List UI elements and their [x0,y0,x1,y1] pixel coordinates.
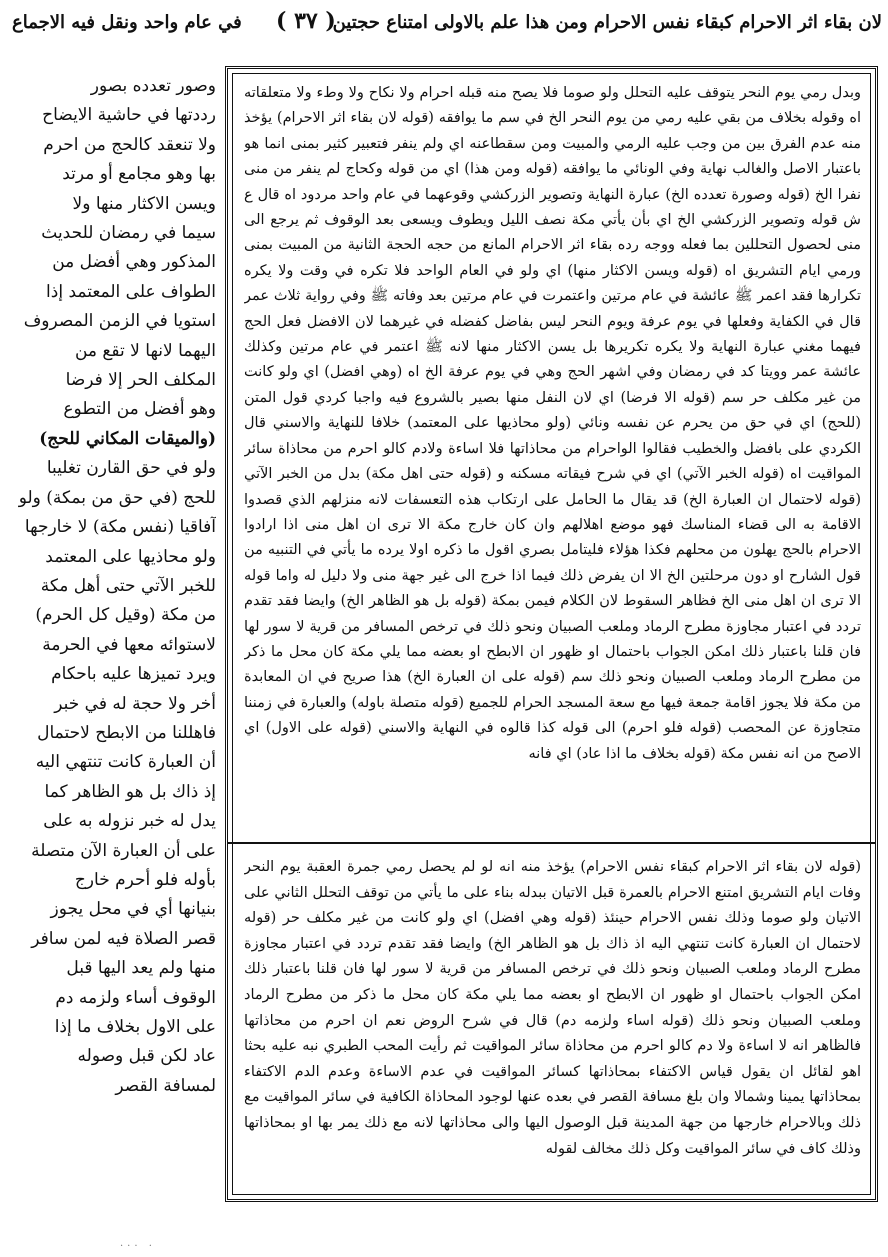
margin-line: آفاقيا (نفس مكة) لا خارجها [24,517,216,538]
margin-line: على الاول بخلاف ما إذا [54,1017,216,1037]
running-header-right: لان بقاء اثر الاحرام كبقاء نفس الاحرام ومن هذا علم بالاولى امتناع حجتين [332,12,882,33]
margin-line: الطواف على المعتمد إذا [46,281,216,302]
running-header-left: في عام واحد ونقل فيه الاجماع [12,12,242,33]
margin-line: بأوله فلو أحرم خارج [74,869,216,890]
margin-line: المذكور وهي أفضل من [52,252,216,273]
footnote-paragraph: (قوله لان بقاء اثر الاحرام كبقاء نفس الاحرام) يؤخذ منه انه لو لم يحصل رمي جمرة العقبة يوم النحر وفات ايام التشريق امتنع الاحرام بالعمرة قبل الاتيان ببدله بناء على ما يأتي من توقف التحلل الثاني على الاتيان ولو صوما وذلك نفس الاحرام حينئذ (قوله وهي افضل) اي ولو كانت من غير مكلف حر (قوله لاحتمال ان العبارة كانت تنتهي اليه اذ ذاك بل هو الظاهر الخ) وايضا فقد تقدم تردد في اعتبار مجاوزة مطرح الرماد وملعب الصبيان ونحو ذلك في ترخص المسافر من قرية لا سور لها فان قلنا باعتبار ذلك امكن الجواب باحتمال او ظهور ان الابطح او بعضه مما يلي مكة كان محل ما ذكر من مطرح الرماد وملعب الصبيان ونحو ذلك (قوله اساء ولزمه دم) قال في شرح الروض نعم ان احرم من محاذاتها فالظاهر انه لا اساءة ولا دم كالو احرم من محاذاة سائر المواقيت ثم رأيت المحب الطبري نبه عليه بحثا اهو لقائل ان يقول قياس الاكتفاء بمحاذاتها كسائر المواقيت في عدم الاساءة وعدم الدم الاكتفاء بمحاذاتها يمينا وشمالا وان بلغ مسافة القصر في بعده عنها لوجود المحاذاة الكافية في سائر المواقيت مع ذلك وبالاحرام خارجها من جهة المدينة قبل الوصول اليها والى محاذاتها لانه مع ذلك يمر بها او بمحاذاتها وذلك كاف في سائر المواقيت وكل ذلك مخالف لقوله [244,859,861,1157]
margin-line: إذ ذاك بل هو الظاهر كما [44,781,216,802]
margin-line: سيما في رمضان للحديث [41,223,216,244]
margin-line: للحج (في حق من بمكة) ولو [18,487,216,508]
commentary-frame [225,66,878,1202]
margin-line: للخبر الآتي حتى أهل مكة [40,575,216,596]
margin-line: استويا في الزمن المصروف [23,311,216,332]
margin-line: أن العبارة كانت تنتهي اليه [35,752,216,773]
margin-line: ولو محاذيها على المعتمد [45,546,216,567]
margin-line: بنيانها أي في محل يجوز [50,899,216,920]
margin-line: الوقوف أساء ولزمه دم [55,987,216,1008]
commentary-paragraph: وبدل رمي يوم النحر يتوقف عليه التحلل ولو صوما فلا يصح منه قبله احرام ولا نكاح ولا وطء ولا متعلقاته اه وقوله بخلاف من بقي عليه رمي من يوم النحر الخ في سم ما يوافقه (قوله لان بقاء اثر الاحرام) يؤخذ منه عدم الفرق بين من وجب عليه الرمي والمبيت ومن سقطاعنه اي ولم ينفر فتعبير كثير بمنى انما هو باعتبار الاصل والغالب نهاية وفي الونائي ما يوافقه (قوله ومن هذا) اي من قوله وكحاج لم ينفر من منى نفرا الخ (قوله وصورة تعدده الخ) عبارة النهاية وتصوير الزركشي وقوعهما في عام واحد مردود اه قال ع ش قوله وتصوير الزركشي الخ اي بأن يأتي مكة نصف الليل ويطوف ويسعى بعد الوقوف ثم يرجع الى منى لحصول التحللين بما فعله ووجه رده بقاء اثر الاحرام المانع من حجه الحجة الثانية من المبيت بمنى ورمي ايام التشريق اه (قوله ويسن الاكثار منها) اي ولو في العام الواحد فلا تكره في وقت ولا يكره تكرارها فقد اعمر ﷺ عائشة في عام مرتين واعتمرت في عام مرتين بعد وفاته ﷺ وفي رواية ثلاث عمر قال في الكفاية وفعلها في يوم عرفة ويوم النحر ليس بفاضل كفضله في غيرهما لان الافضل فعل الحج فيهما مغني عبارة النهاية ولا يكره تكريرها بل يسن الاكثار منها لانه ﷺ اعتمر في عام مرتين وكذلك عائشة [244,85,861,381]
margin-line: على أن العبارة الآن متصلة [31,840,216,861]
margin-line: ويسن الاكثار منها ولا [72,193,216,214]
section-divider [228,842,875,844]
margin-line: قصر الصلاة فيه لمن سافر [31,928,216,949]
margin-line: بها وهو مجامع أو مرتد [62,164,216,185]
margin-line: أخر ولا حجة له في خبر [54,693,216,714]
margin-line: عاد لكن قبل وصوله [77,1046,216,1067]
margin-line: منها ولم يعد اليها قبل [66,958,216,979]
margin-line: وهو أفضل من التطوع [63,399,216,420]
margin-line: المكلف الحر إلا فرضا [65,370,216,391]
margin-line: (والميقات المكاني للحج) [39,428,216,449]
commentary-paragraph: عمر وويتا كد في رمضان وفي اشهر الحج وهي في يوم عرفة الخ اه (وهي افضل) اي ولو كانت من غير مكلف حر سم (قوله الا فرضا) اي لان النفل منها بصير بالشروع فيه واجبا كردي قول المتن (للحج) اي في حق من يحرم عن نفسه ونائي (ولو محاذيها على المعتمد) خلافا للنهاية والاسني قال الكردي على بافضل والخطيب فقالوا الواحرام من محاذاتها فلا اساءة ولادم كالو احرم من محاذاة سائر المواقيت اه (قوله الخبر الآتي) اي في شرح فيقاته مسكنه و (قوله حتى اهل مكة) بدل من الخبر الآتي (قوله لاحتمال ان العبارة الخ) قد يقال ما الحامل على ارتكاب هذه التعسفات لانه منزلهم الذي قصدوا الاقامة به الى قضاء المناسك فهو موضع اهلالهم وان كان خارج مكة الا ترى ان اهل منى اذا ارادوا الاحرام بالحج يهلون من محلهم فكذا هؤلاء فليتامل بصري اقول ما ذكره اولا يرده ما يأتي في التنبيه من قول الشارح او دون مرحلتين الخ الا ان يفرض ذلك فيما اذا خرج الى غير جهة منى ولا دليل له واما قوله الا ترى ان اهل منى الخ فظاهر السقوط لان الكلام فيمن بمكة (قوله بل هو الظاهر الخ) وايضا فقد تقدم تردد في اعتبار مجاوزة مطرح الرماد وملعب الصبيان ونحو ذلك في ترخص المسافر من قرية لا سور لها فان قلنا باعتبار ذلك امكن الجواب باحتمال او ظهور ان الابطح او بعضه مما يلي مكة كان محل ما ذكر من مطرح الرماد وملعب الصبيان ونحو ذلك سم (قوله على ان العبارة الخ) هذا صريح في ان المعابدة من مكة فلا يجوز اقامة جمعة فيها مع سعة المسجد الحرام للجميع (قوله متصلة باوله) والعبارة في زمننا متجاوزة عن المحصب (قوله فلو احرم) الى قوله كذا قالوه في النهاية والاسني (قوله على الاول) اي الاصح من انه نفس مكة (قوله بخلاف ما اذا عاد) اي فانه [244,364,861,762]
margin-line: فاهللنا من الابطح لاحتمال [37,722,216,743]
page-header [6,6,882,50]
margin-line: رددتها في حاشية الايضاح [42,105,216,126]
margin-text-column [8,72,216,1212]
margin-line: لاستوائه معها في الحرمة [42,634,216,655]
margin-line: ولو في حق القارن تغليبا [46,458,216,479]
main-commentary [244,81,861,837]
footnote-commentary [244,855,861,1191]
margin-line: وصور تعدده بصور [90,76,216,96]
margin-line: لمسافة القصر [115,1075,216,1096]
margin-line: ويرد تميزها عليه باحكام [51,664,216,685]
margin-line: اليهما لانها لا تقع من [74,340,216,361]
margin-line: ولا تنعقد كالحج من احرم [43,134,216,155]
margin-line: يدل له خبر نزوله به على [43,811,216,832]
page-number: ( ٣٧ ) [276,8,336,34]
scan-marks: ... . [120,1238,156,1249]
margin-line: من مكة (وقيل كل الحرم) [35,605,216,626]
